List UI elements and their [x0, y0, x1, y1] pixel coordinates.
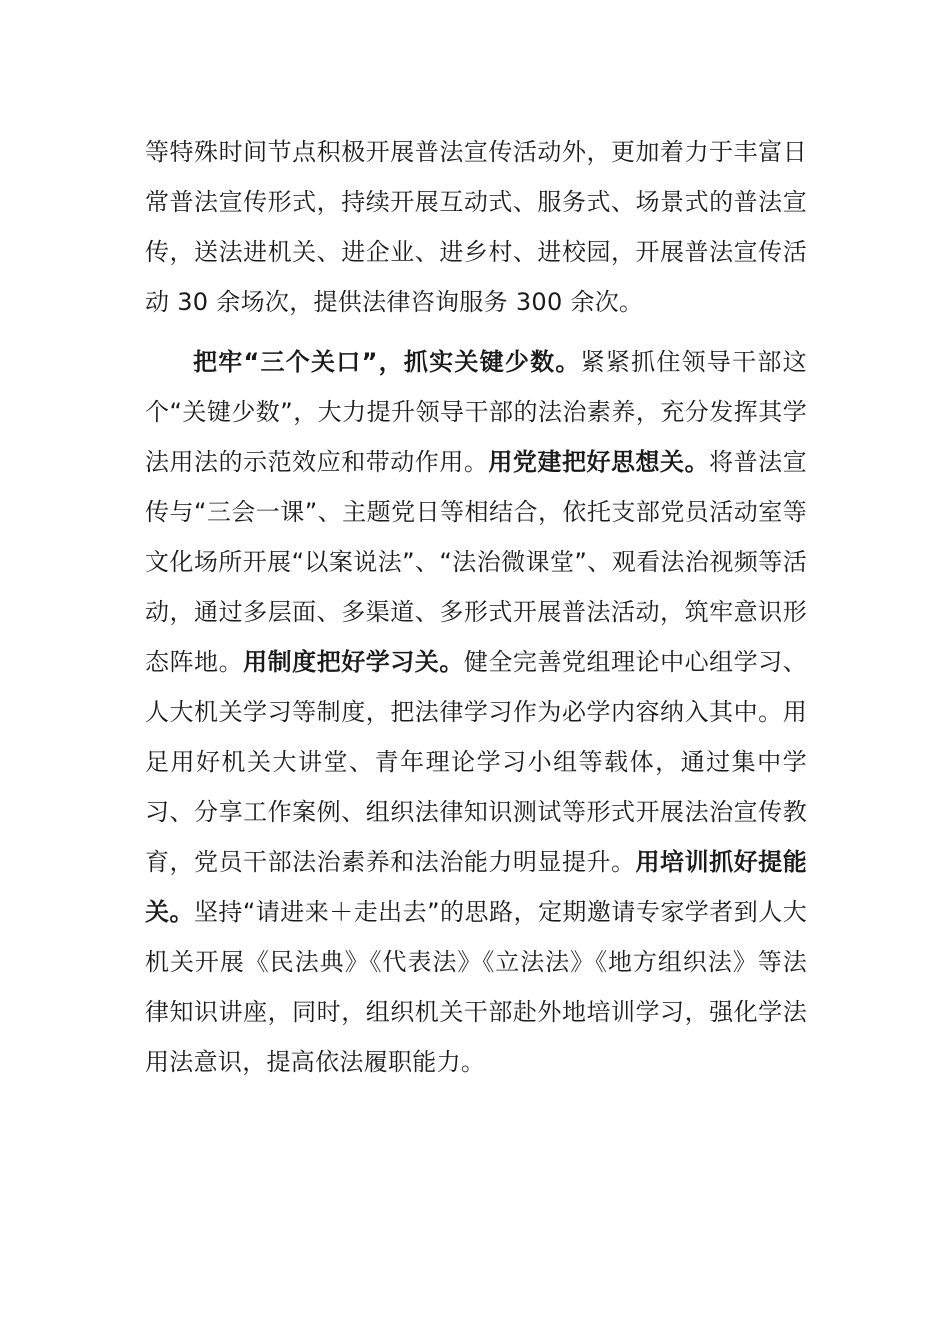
subheading-training: 用培训抓好提能关。	[145, 848, 807, 926]
paragraph-2	[145, 337, 807, 1087]
subheading-system: 用制度把好学习关。	[243, 648, 464, 676]
subheading-party-building: 用党建把好思想关。	[488, 448, 710, 476]
paragraph-2-text-4: 坚持“请进来＋走出去”的思路，定期邀请专家学者到人大机关开展《民法典》《代表法》《立法法》《地方组织法》等法律知识讲座，同时，组织机关干部赴外地培训学习，强化学法用法意识，提高依法履职能力。	[145, 898, 807, 1076]
paragraph-2-text-3: 健全完善党组理论中心组学习、人大机关学习等制度，把法律学习作为必学内容纳入其中。用足用好机关大讲堂、青年理论学习小组等载体，通过集中学习、分享工作案例、组织法律知识测试等形式开展法治宣传教育，党员干部法治素养和法治能力明显提升。	[145, 648, 808, 876]
paragraph-2-text-1: 紧紧抓住领导干部这个“关键少数”，大力提升领导干部的法治素养，充分发挥其学法用法的示范效应和带动作用。	[145, 348, 807, 476]
paragraph-2-text-2: 将普法宣传与“三会一课”、主题党日等相结合，依托支部党员活动室等文化场所开展“以案说法”、“法治微课堂”、观看法治视频等活动，通过多层面、多渠道、多形式开展普法活动，筑牢意识形态阵地。	[145, 448, 808, 676]
document-body	[145, 127, 807, 1087]
section-heading: 把牢“三个关口”，抓实关键少数。	[193, 348, 581, 376]
paragraph-1-text: 等特殊时间节点积极开展普法宣传活动外，更加着力于丰富日常普法宣传形式，持续开展互动式、服务式、场景式的普法宣传，送法进机关、进企业、进乡村、进校园，开展普法宣传活动 30 余场次，提供法律咨询服务 300 余次。	[145, 138, 807, 316]
paragraph-1	[145, 127, 807, 327]
